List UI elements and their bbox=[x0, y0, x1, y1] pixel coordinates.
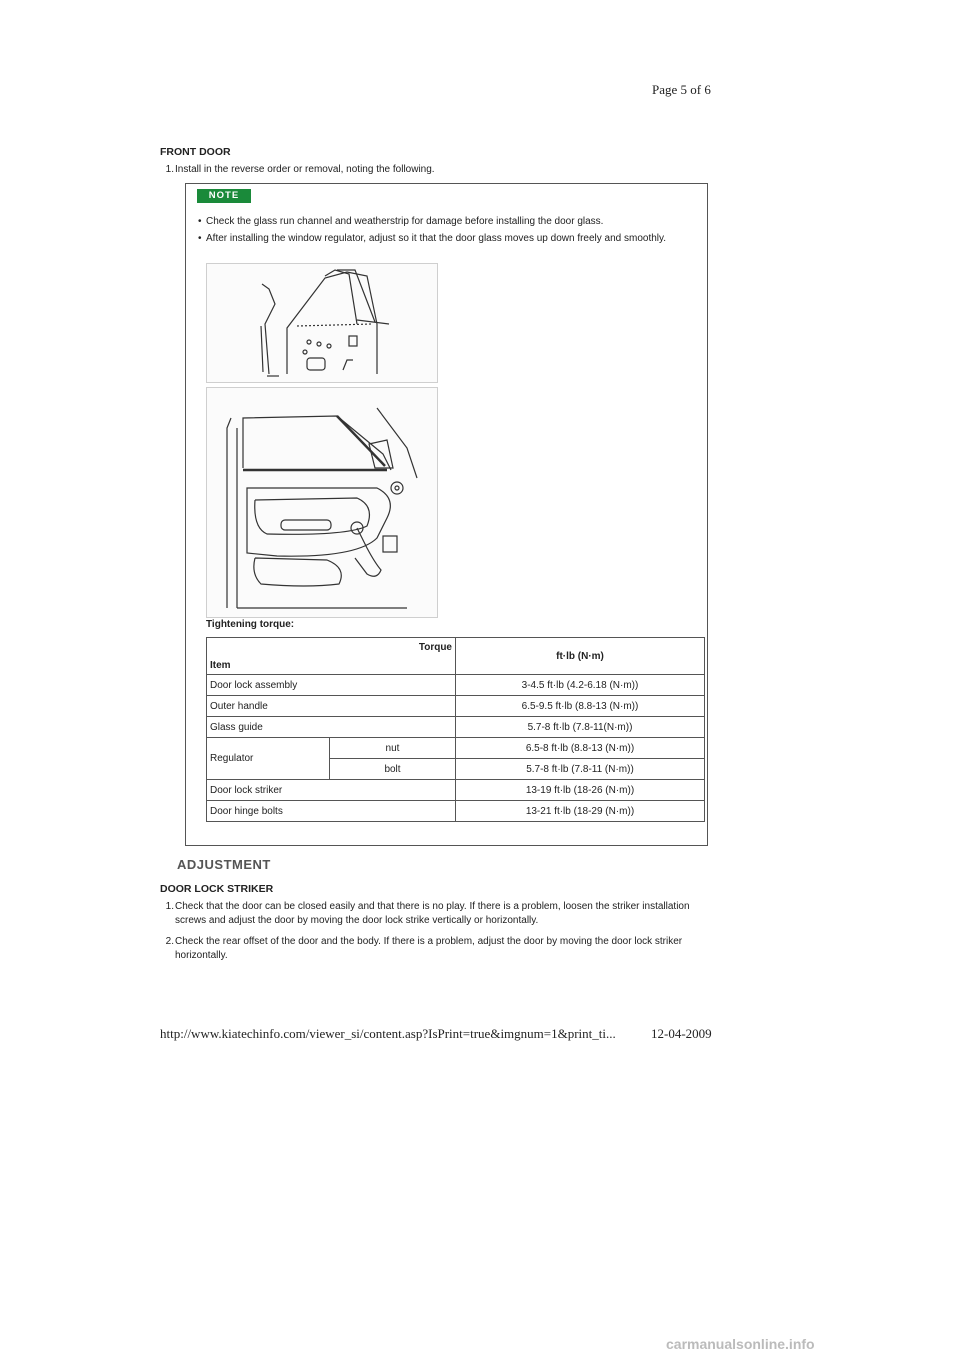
note-bullet bbox=[198, 231, 688, 246]
torque-table bbox=[206, 637, 705, 822]
bullet-text: After installing the window regulator, adjust so it that the door glass moves up down freely and smoothly. bbox=[206, 233, 667, 244]
step-text: Install in the reverse order or removal, noting the following. bbox=[175, 164, 435, 175]
row-item: Outer handle bbox=[207, 696, 456, 717]
section-title-front-door: FRONT DOOR bbox=[160, 146, 231, 158]
regulator-part: bolt bbox=[330, 759, 456, 780]
regulator-item: Regulator bbox=[207, 738, 330, 780]
table-row bbox=[207, 780, 705, 801]
step-number: 1. bbox=[165, 901, 174, 912]
bullet-dot: • bbox=[198, 216, 202, 227]
header-unit: ft·lb (N·m) bbox=[456, 638, 705, 675]
row-item: Door lock striker bbox=[207, 780, 456, 801]
row-value: 6.5-8 ft·lb (8.8-13 (N·m)) bbox=[456, 738, 705, 759]
table-row bbox=[207, 675, 705, 696]
page-number: Page 5 of 6 bbox=[652, 82, 711, 97]
note-tag: NOTE bbox=[197, 189, 251, 203]
step-number: 1. bbox=[165, 164, 174, 175]
adjustment-title: ADJUSTMENT bbox=[177, 857, 271, 872]
header-torque: Torque bbox=[207, 638, 456, 657]
table-header-row bbox=[207, 638, 705, 657]
door-regulator-drawing bbox=[207, 388, 437, 617]
regulator-part: nut bbox=[330, 738, 456, 759]
install-step bbox=[160, 163, 715, 177]
header-item: Item bbox=[207, 656, 456, 675]
step-text: Check that the door can be closed easily and that there is no play. If there is a problem, loosen the striker installation screws and adjust the door by moving the door lock strike vertically or horizontally. bbox=[175, 901, 690, 926]
bullet-dot: • bbox=[198, 233, 202, 244]
step-text: Check the rear offset of the door and the body. If there is a problem, adjust the door by moving the door lock striker horizontally. bbox=[175, 936, 683, 961]
door-glass-drawing bbox=[207, 264, 437, 382]
bullet-text: Check the glass run channel and weatherstrip for damage before installing the door glass. bbox=[206, 216, 604, 227]
row-value: 5.7-8 ft·lb (7.8-11 (N·m)) bbox=[456, 759, 705, 780]
row-value: 13-19 ft·lb (18-26 (N·m)) bbox=[456, 780, 705, 801]
row-value: 3-4.5 ft·lb (4.2-6.18 (N·m)) bbox=[456, 675, 705, 696]
row-value: 13-21 ft·lb (18-29 (N·m)) bbox=[456, 801, 705, 822]
table-row bbox=[207, 717, 705, 738]
note-bullet bbox=[198, 214, 688, 229]
row-value: 6.5-9.5 ft·lb (8.8-13 (N·m)) bbox=[456, 696, 705, 717]
table-row bbox=[207, 696, 705, 717]
watermark: carmanualsonline.info bbox=[666, 1336, 815, 1352]
note-box bbox=[185, 183, 708, 846]
row-item: Door lock assembly bbox=[207, 675, 456, 696]
footer-date: 12-04-2009 bbox=[651, 1026, 712, 1041]
door-regulator-illustration bbox=[206, 387, 438, 618]
footer-url: http://www.kiatechinfo.com/viewer_si/content.asp?IsPrint=true&imgnum=1&print_ti... bbox=[160, 1026, 616, 1041]
tightening-torque-label: Tightening torque: bbox=[206, 619, 295, 630]
door-glass-illustration bbox=[206, 263, 438, 383]
step-number: 2. bbox=[165, 936, 174, 947]
row-item: Door hinge bolts bbox=[207, 801, 456, 822]
adjustment-step bbox=[160, 935, 715, 963]
table-row bbox=[207, 738, 705, 759]
row-value: 5.7-8 ft·lb (7.8-11(N·m)) bbox=[456, 717, 705, 738]
adjustment-step bbox=[160, 900, 715, 928]
row-item: Glass guide bbox=[207, 717, 456, 738]
table-row bbox=[207, 801, 705, 822]
door-lock-striker-title: DOOR LOCK STRIKER bbox=[160, 883, 274, 895]
